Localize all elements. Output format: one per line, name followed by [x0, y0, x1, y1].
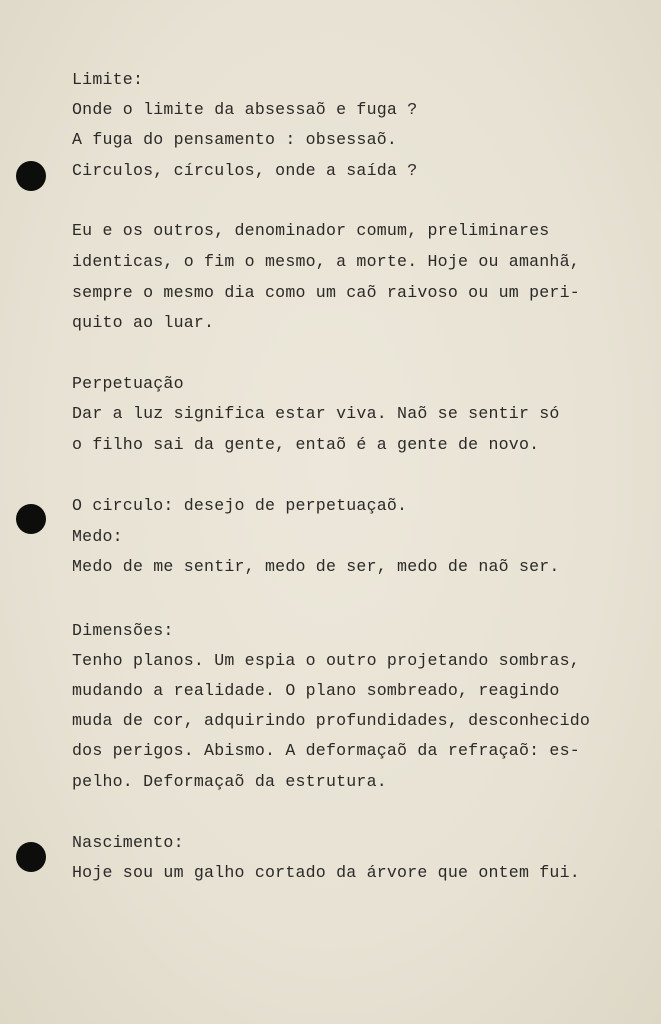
text-line: Circulos, círculos, onde a saída ?: [72, 161, 418, 180]
punch-hole: [16, 842, 46, 872]
text-line: identicas, o fim o mesmo, a morte. Hoje ou amanhã,: [72, 252, 580, 271]
section-heading: Medo:: [72, 527, 123, 546]
text-line: A fuga do pensamento : obsessaõ.: [72, 130, 398, 149]
text-line: o filho sai da gente, entaõ é a gente de novo.: [72, 435, 540, 454]
punch-hole: [16, 161, 46, 191]
text-line: pelho. Deformaçaõ da estrutura.: [72, 772, 387, 791]
text-line: Eu e os outros, denominador comum, preliminares: [72, 221, 550, 240]
text-line: quito ao luar.: [72, 313, 215, 332]
text-line: dos perigos. Abismo. A deformaçaõ da refraçaõ: es-: [72, 741, 580, 760]
text-line: mudando a realidade. O plano sombreado, reagindo: [72, 681, 560, 700]
section-heading: Nascimento:: [72, 833, 184, 852]
text-line: Onde o limite da absessaõ e fuga ?: [72, 100, 418, 119]
text-line: muda de cor, adquirindo profundidades, desconhecido: [72, 711, 591, 730]
text-line: Tenho planos. Um espia o outro projetando sombras,: [72, 651, 580, 670]
section-heading: Perpetuação: [72, 374, 184, 393]
text-line: sempre o mesmo dia como um caõ raivoso ou um peri-: [72, 283, 580, 302]
text-line: Medo de me sentir, medo de ser, medo de naõ ser.: [72, 557, 560, 576]
text-line: O circulo: desejo de perpetuaçaõ.: [72, 496, 408, 515]
punch-hole: [16, 504, 46, 534]
section-heading: Dimensões:: [72, 621, 174, 640]
text-line: Hoje sou um galho cortado da árvore que ontem fui.: [72, 863, 580, 882]
section-heading: Limite:: [72, 70, 144, 89]
text-line: Dar a luz significa estar viva. Naõ se sentir só: [72, 404, 560, 423]
